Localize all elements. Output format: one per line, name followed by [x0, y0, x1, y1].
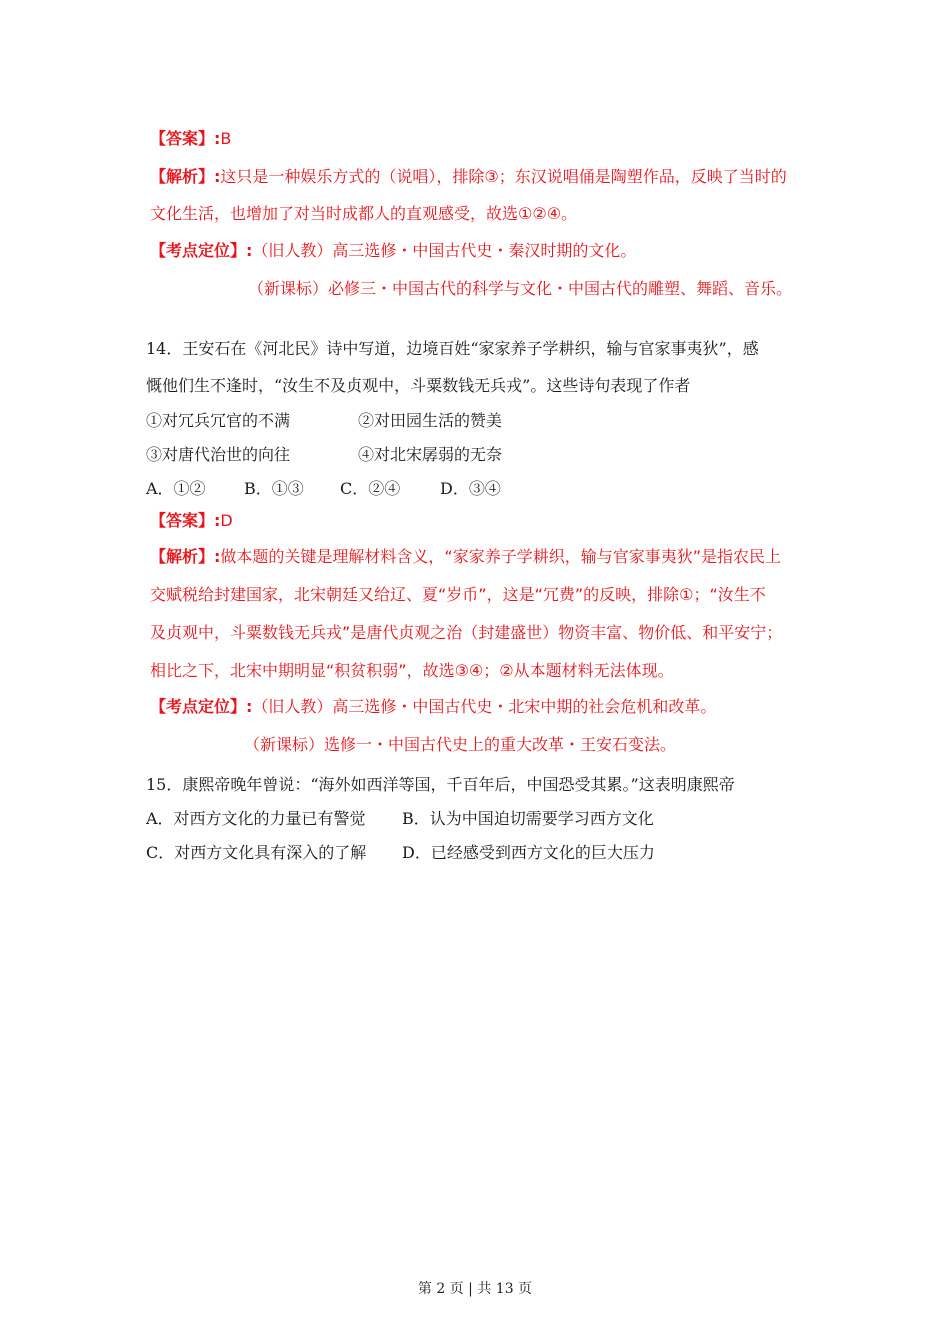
q14-item-2: ②对田园生活的赞美 [358, 411, 503, 430]
q14-analysis-tag: 【解析】: [150, 547, 221, 566]
q14-kaodian-line-1 [150, 696, 716, 718]
q14-option-a: A．①② [146, 479, 206, 498]
analysis-text: 这只是一种娱乐方式的（说唱），排除③；东汉说唱俑是陶塑作品，反映了当时的 [220, 167, 787, 186]
q14-kaodian-tag: 【考点定位】: [150, 697, 253, 716]
answer-tag: 【答案】: [150, 129, 221, 148]
q14-kaodian-text: （旧人教）高三选修・中国古代史・北宋中期的社会危机和改革。 [252, 697, 717, 716]
q15-option-c: C．对西方文化具有深入的了解 [146, 843, 367, 862]
page-footer: 第 2 页 | 共 13 页 [417, 1281, 533, 1297]
analysis-tag: 【解析】: [150, 167, 221, 186]
q14-option-b: B．①③ [244, 479, 304, 498]
question-14-stem-line-2: 慨他们生不逢时，“汝生不及贞观中，斗粟数钱无兵戎”。这些诗句表现了作者 [146, 376, 691, 395]
answer-value: B [220, 129, 232, 148]
q14-answer-value: D [220, 511, 233, 530]
kaodian-line-1 [150, 240, 636, 262]
kaodian-text: （旧人教）高三选修・中国古代史・秦汉时期的文化。 [252, 241, 637, 260]
kaodian-line-2: （新课标）必修三・中国古代的科学与文化・中国古代的雕塑、舞蹈、音乐。 [248, 279, 793, 298]
q14-answer-line [150, 510, 233, 532]
answer-line [150, 128, 231, 150]
q14-item-3: ③对唐代治世的向往 [146, 445, 291, 464]
q14-item-4: ④对北宋孱弱的无奈 [358, 445, 503, 464]
q15-option-a: A．对西方文化的力量已有警觉 [146, 809, 366, 828]
q14-answer-tag: 【答案】: [150, 511, 221, 530]
q14-analysis-line-1 [150, 546, 781, 568]
q14-analysis-text: 做本题的关键是理解材料含义，“家家养子学耕织，输与官家事夷狄”是指农民上 [220, 547, 781, 566]
q14-item-1: ①对冗兵冗官的不满 [146, 411, 291, 430]
q14-option-d: D．③④ [440, 479, 501, 498]
question-15-stem: 15．康熙帝晚年曾说：“海外如西洋等国，千百年后，中国恐受其累。”这表明康熙帝 [146, 775, 735, 794]
analysis-line-1 [150, 166, 787, 188]
q14-kaodian-line-2: （新课标）选修一・中国古代史上的重大改革・王安石变法。 [244, 735, 677, 754]
q14-option-c: C．②④ [340, 479, 401, 498]
q14-analysis-line-3: 及贞观中，斗粟数钱无兵戎”是唐代贞观之治（封建盛世）物资丰富、物价低、和平安宁； [150, 623, 783, 642]
kaodian-tag: 【考点定位】: [150, 241, 253, 260]
q15-option-b: B．认为中国迫切需要学习西方文化 [402, 809, 654, 828]
q14-analysis-line-2: 交赋税给封建国家，北宋朝廷又给辽、夏“岁币”，这是“冗费”的反映，排除①；“汝生不 [150, 585, 766, 604]
analysis-line-2: 文化生活，也增加了对当时成都人的直观感受，故选①②④。 [150, 204, 578, 223]
q15-option-d: D．已经感受到西方文化的巨大压力 [402, 843, 655, 862]
question-14-stem-line-1: 14．王安石在《河北民》诗中写道，边境百姓“家家养子学耕织，输与官家事夷狄”，感 [146, 339, 759, 358]
q14-analysis-line-4: 相比之下，北宋中期明显“积贫积弱”，故选③④；②从本题材料无法体现。 [150, 661, 674, 680]
